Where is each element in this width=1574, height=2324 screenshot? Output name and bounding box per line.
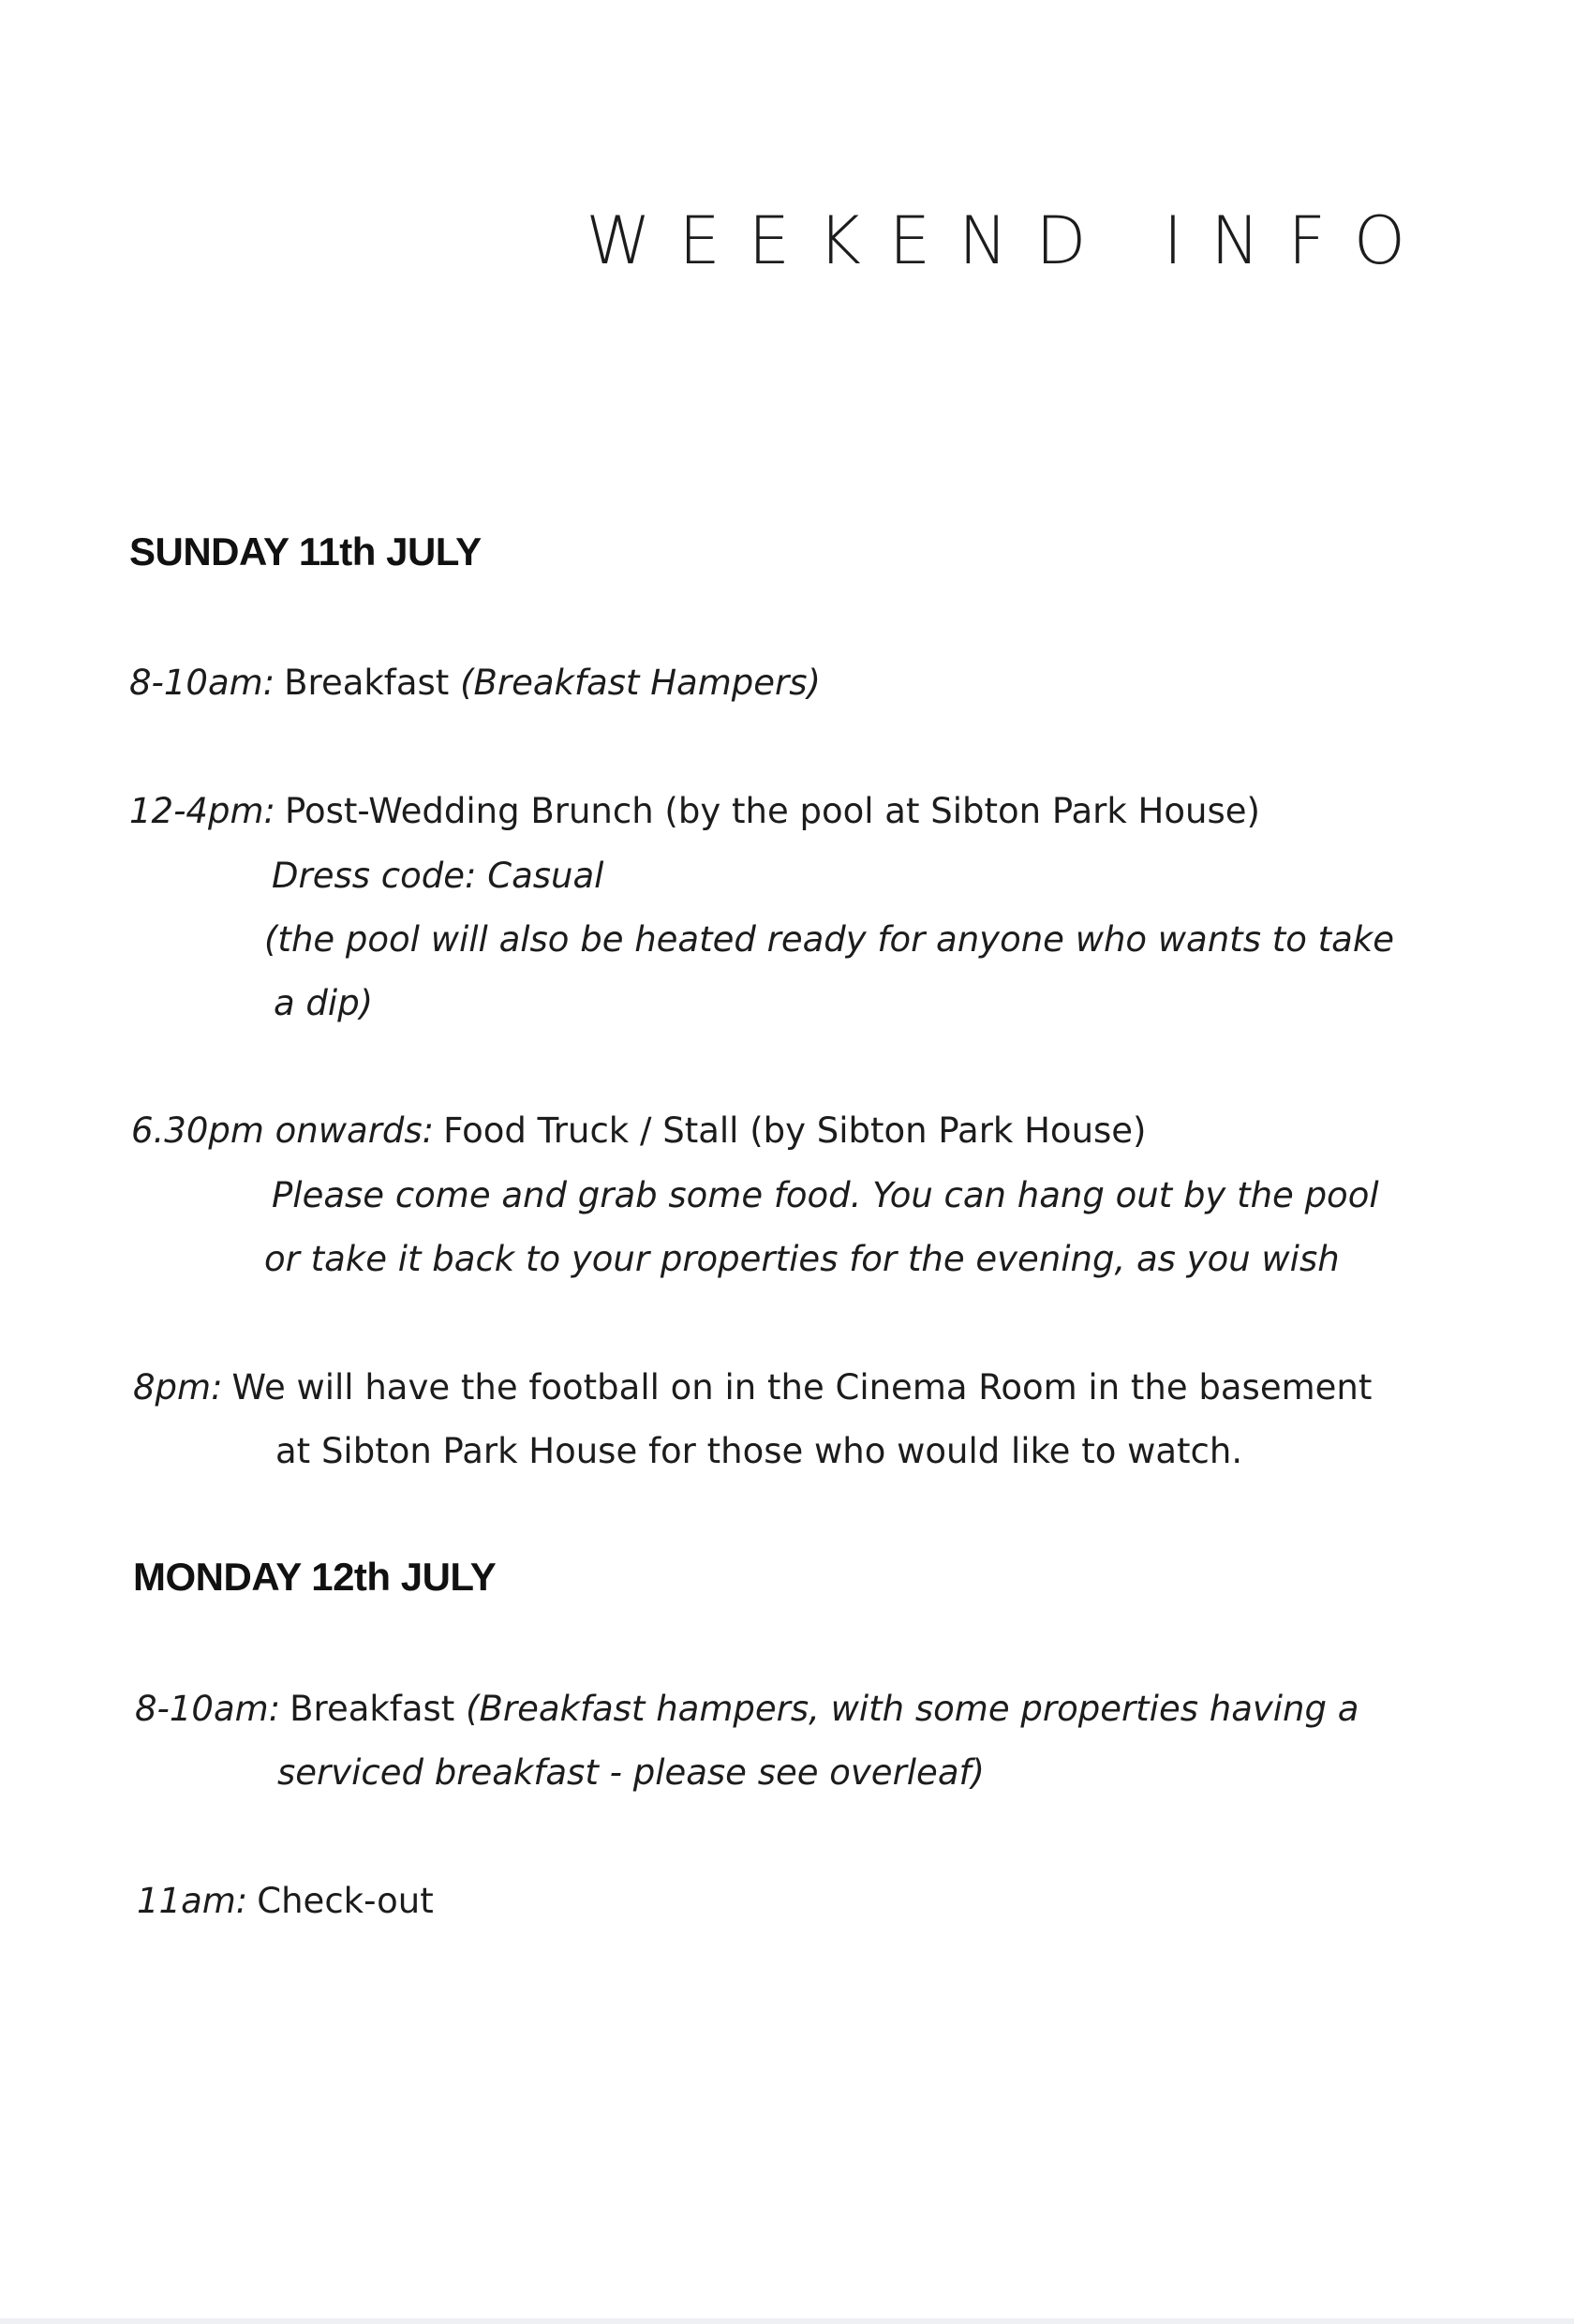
sunday-heading: SUNDAY 11th JULY [129,529,482,574]
sunday-food-truck-text: Food Truck / Stall (by Sibton Park House) [443,1110,1147,1151]
monday-checkout-time: 11am: [137,1881,248,1921]
sunday-football-time: 8pm: [133,1367,223,1408]
monday-breakfast-time: 8-10am: [135,1689,281,1729]
monday-breakfast-line [135,1689,1359,1729]
monday-breakfast-note-line2: serviced breakfast - please see overleaf) [277,1752,985,1793]
monday-checkout-text: Check-out [257,1881,434,1921]
sunday-brunch-dress-code: Dress code: Casual [272,856,604,896]
sunday-football-line [133,1367,1373,1408]
monday-breakfast-note-line1: (Breakfast hampers, with some properties having a [466,1689,1359,1729]
sunday-football-text-line1: We will have the football on in the Cinema Room in the basement [231,1367,1373,1408]
sunday-brunch-note-line2: a dip) [274,983,374,1023]
sunday-food-truck-note-line1: Please come and grab some food. You can hang out by the pool [272,1175,1379,1215]
sunday-brunch-line [129,791,1260,831]
monday-checkout-line [137,1881,434,1921]
sunday-food-truck-note-line2: or take it back to your properties for the evening, as you wish [264,1239,1340,1279]
sunday-breakfast-text: Breakfast [284,663,450,703]
sunday-breakfast-note: (Breakfast Hampers) [460,663,821,703]
monday-breakfast-text: Breakfast [290,1689,455,1729]
monday-heading: MONDAY 12th JULY [133,1555,497,1599]
sunday-food-truck-line [131,1110,1147,1151]
page-title: WEEKEND INFO [586,202,1433,279]
sunday-brunch-note-line1: (the pool will also be heated ready for anyone who wants to take [264,919,1395,960]
sunday-food-truck-time: 6.30pm onwards: [131,1110,435,1151]
sunday-football-text-line2: at Sibton Park House for those who would like to watch. [275,1431,1243,1471]
sunday-brunch-time: 12-4pm: [129,791,275,831]
page-edge [0,2318,1574,2324]
sunday-breakfast-line [129,663,821,703]
sunday-brunch-text: Post-Wedding Brunch (by the pool at Sibton Park House) [284,791,1260,831]
sunday-breakfast-time: 8-10am: [129,663,275,703]
